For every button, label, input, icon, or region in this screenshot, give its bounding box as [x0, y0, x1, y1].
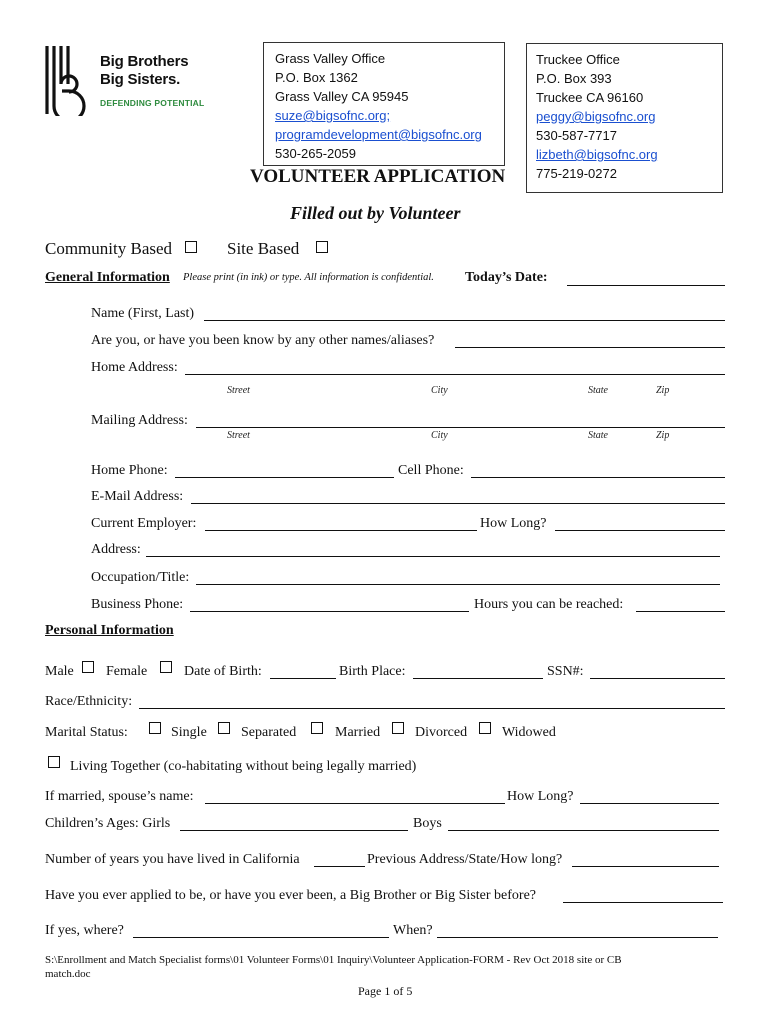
footer-path-line-1: S:\Enrollment and Match Specialist forms\01 Volunteer Forms\01 Inquiry\Volunteer Application-FORM - Rev Oct 2018 site or CB [45, 954, 622, 966]
cell-phone-field[interactable] [471, 463, 725, 478]
dob-label: Date of Birth: [184, 664, 262, 679]
separated-label: Separated [241, 725, 297, 740]
employer-address-label: Address: [91, 542, 141, 557]
children-girls-field[interactable] [180, 816, 408, 831]
site-based-checkbox[interactable] [316, 241, 328, 253]
business-phone-label: Business Phone: [91, 597, 184, 612]
tr-line-3: Truckee CA 96160 [536, 90, 644, 105]
mailing-street-caption: Street [227, 430, 250, 441]
hours-field[interactable] [636, 597, 725, 612]
logo-line-2: Big Sisters. [100, 71, 181, 88]
male-checkbox[interactable] [82, 661, 94, 673]
confidential-note: Please print (in ink) or type. All information is confidential. [183, 272, 434, 283]
email-label: E-Mail Address: [91, 489, 184, 504]
gv-email-programdevelopment[interactable]: programdevelopment@bigsofnc.org [275, 127, 482, 142]
home-address-label: Home Address: [91, 360, 178, 375]
children-boys-field[interactable] [448, 816, 719, 831]
home-state-caption: State [588, 385, 608, 396]
living-together-label: Living Together (co-habitating without being legally married) [70, 759, 417, 774]
tr-line-1: Truckee Office [536, 52, 620, 67]
years-california-label: Number of years you have lived in California [45, 852, 300, 867]
divorced-checkbox[interactable] [392, 722, 404, 734]
married-how-long-label: How Long? [507, 789, 574, 804]
employer-how-long-label: How Long? [480, 516, 547, 531]
children-girls-label: Children’s Ages: Girls [45, 816, 171, 831]
occupation-field[interactable] [196, 570, 720, 585]
aliases-label: Are you, or have you been know by any other names/aliases? [91, 333, 435, 348]
separated-checkbox[interactable] [218, 722, 230, 734]
home-phone-field[interactable] [175, 463, 394, 478]
birth-place-label: Birth Place: [339, 664, 406, 679]
tr-phone-2: 775-219-0272 [536, 166, 617, 181]
ssn-field[interactable] [590, 664, 725, 679]
gv-line-2: P.O. Box 1362 [275, 70, 358, 85]
mailing-address-field[interactable] [196, 413, 725, 428]
tr-line-2: P.O. Box 393 [536, 71, 612, 86]
employer-field[interactable] [205, 516, 477, 531]
dob-field[interactable] [270, 664, 336, 679]
email-field[interactable] [191, 489, 725, 504]
female-checkbox[interactable] [160, 661, 172, 673]
home-street-caption: Street [227, 385, 250, 396]
business-phone-field[interactable] [190, 597, 469, 612]
employer-address-field[interactable] [146, 542, 720, 557]
living-together-checkbox[interactable] [48, 756, 60, 768]
home-city-caption: City [431, 385, 448, 396]
page-number: Page 1 of 5 [358, 984, 413, 998]
cell-phone-label: Cell Phone: [398, 463, 464, 478]
single-label: Single [171, 725, 207, 740]
gv-line-1: Grass Valley Office [275, 51, 386, 66]
hours-label: Hours you can be reached: [474, 597, 624, 612]
widowed-label: Widowed [502, 725, 556, 740]
personal-info-header: Personal Information [45, 623, 174, 638]
birth-place-field[interactable] [413, 664, 543, 679]
page-subtitle: Filled out by Volunteer [290, 203, 461, 223]
general-info-header: General Information [45, 270, 170, 285]
gv-email-suze[interactable]: suze@bigsofnc.org; [275, 108, 391, 123]
home-address-field[interactable] [185, 360, 725, 375]
employer-how-long-field[interactable] [555, 516, 725, 531]
truckee-office-box [526, 43, 723, 193]
occupation-label: Occupation/Title: [91, 570, 190, 585]
widowed-checkbox[interactable] [479, 722, 491, 734]
community-based-checkbox[interactable] [185, 241, 197, 253]
if-yes-where-label: If yes, where? [45, 923, 124, 938]
marital-status-label: Marital Status: [45, 725, 128, 740]
previous-address-label: Previous Address/State/How long? [367, 852, 563, 867]
page-title: VOLUNTEER APPLICATION [250, 166, 506, 187]
name-label: Name (First, Last) [91, 306, 195, 321]
grass-valley-office-box [263, 42, 505, 166]
if-yes-where-field[interactable] [133, 923, 389, 938]
children-boys-label: Boys [413, 816, 442, 831]
home-zip-caption: Zip [656, 385, 670, 396]
married-how-long-field[interactable] [580, 789, 719, 804]
tr-email-peggy[interactable]: peggy@bigsofnc.org [536, 109, 656, 124]
when-field[interactable] [437, 923, 718, 938]
spouse-name-field[interactable] [205, 789, 505, 804]
married-checkbox[interactable] [311, 722, 323, 734]
spouse-name-label: If married, spouse’s name: [45, 789, 194, 804]
todays-date-field[interactable] [567, 271, 725, 286]
ssn-label: SSN#: [547, 664, 584, 679]
gv-phone: 530-265-2059 [275, 146, 356, 161]
tr-phone-1: 530-587-7717 [536, 128, 617, 143]
community-based-label: Community Based [45, 239, 173, 258]
applied-before-field[interactable] [563, 888, 723, 903]
employer-label: Current Employer: [91, 516, 197, 531]
footer-path-line-2: match.doc [45, 968, 91, 980]
footer-file-path [45, 953, 622, 981]
mailing-city-caption: City [431, 430, 448, 441]
single-checkbox[interactable] [149, 722, 161, 734]
name-field[interactable] [204, 306, 725, 321]
site-based-label: Site Based [227, 239, 300, 258]
race-field[interactable] [139, 694, 725, 709]
applied-before-label: Have you ever applied to be, or have you ever been, a Big Brother or Big Sister before? [45, 888, 536, 903]
tr-email-lizbeth[interactable]: lizbeth@bigsofnc.org [536, 147, 658, 162]
gv-line-3: Grass Valley CA 95945 [275, 89, 409, 104]
years-california-field[interactable] [314, 852, 365, 867]
mailing-address-label: Mailing Address: [91, 413, 188, 428]
race-label: Race/Ethnicity: [45, 694, 133, 709]
male-label: Male [45, 664, 74, 679]
logo-line-1: Big Brothers [100, 53, 189, 70]
female-label: Female [106, 664, 148, 679]
home-phone-label: Home Phone: [91, 463, 168, 478]
when-label: When? [393, 923, 433, 938]
divorced-label: Divorced [415, 725, 468, 740]
mailing-zip-caption: Zip [656, 430, 670, 441]
todays-date-label: Today’s Date: [465, 270, 548, 285]
mailing-state-caption: State [588, 430, 608, 441]
previous-address-field[interactable] [572, 852, 719, 867]
aliases-field[interactable] [455, 333, 725, 348]
logo-tagline: DEFENDING POTENTIAL [100, 98, 205, 108]
married-label: Married [335, 725, 381, 740]
bbbs-logo-mark [44, 44, 94, 116]
logo [44, 44, 205, 116]
